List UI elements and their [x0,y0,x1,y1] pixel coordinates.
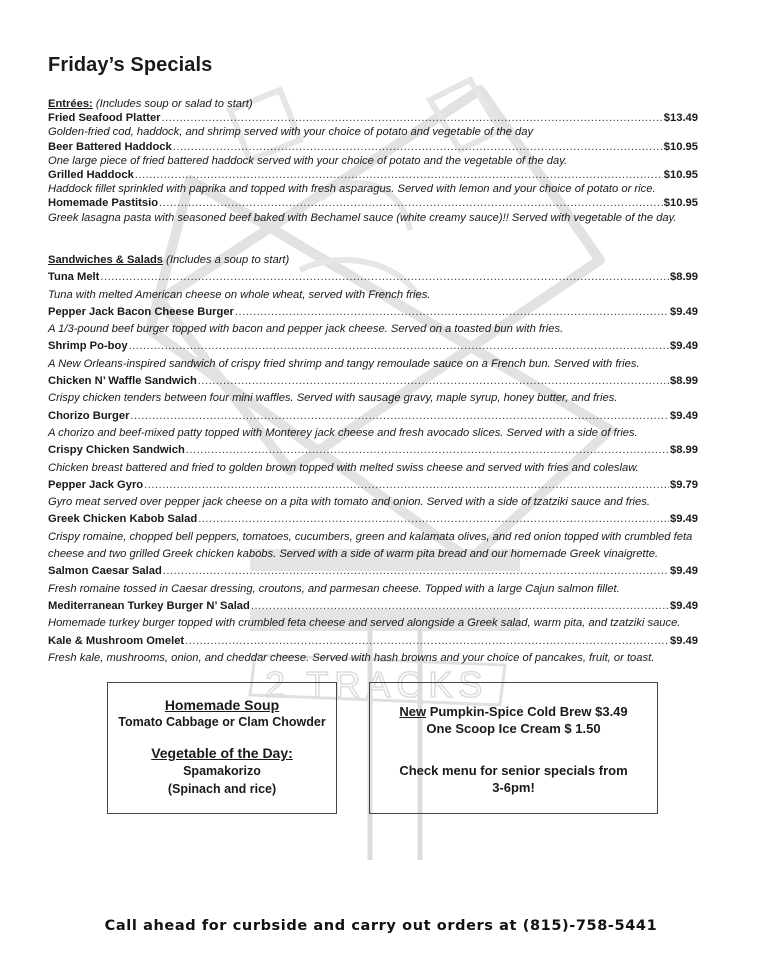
item-price: $9.49 [670,634,698,647]
drink-name-price: Pumpkin-Spice Cold Brew $3.49 [426,704,628,719]
item-description: Tuna with melted American cheese on whole wheat, served with French fries. [48,288,431,301]
item-description: Homemade turkey burger topped with crumbled feta cheese and served alongside a Greek salad, warm pita, and tzatziki sauce. [48,617,681,630]
menu-item [48,373,698,390]
leader-dots [135,168,663,182]
leader-dots [173,140,663,154]
item-description: Crispy romaine, chopped bell peppers, tomatoes, cucumbers, green and kalamata olives, and red onion topped with crumbled feta cheese and two grilled Greek chicken kabobs. Served with a side of warm pita bread and our homemade Greek vinaigrette. [48,530,693,561]
item-name: Chicken N’ Waffle Sandwich [48,375,197,388]
item-name: Beer Battered Haddock [48,140,172,153]
item-price: $9.49 [670,409,698,422]
leader-dots [162,111,663,125]
leader-dots [100,269,669,286]
leader-dots [235,304,669,321]
watermark-text: 2 TRACKS [265,664,489,705]
item-name: Homemade Pastitsio [48,197,159,210]
item-price: $8.99 [670,375,698,388]
soup-vegetable-box [107,682,337,814]
vegetable-title: Vegetable of the Day: [151,745,293,761]
leader-dots [130,408,669,425]
leader-dots [198,373,669,390]
menu-item [48,442,698,459]
item-name: Shrimp Po-boy [48,340,128,353]
item-name: Pepper Jack Gyro [48,478,144,491]
item-description: A 1/3-pound beef burger topped with bacon and pepper jack cheese. Served on a toasted bun with fries. [48,323,564,336]
item-description: Greek lasagna pasta with seasoned beef baked with Bechamel sauce (white creamy sauce)!! Served with vegetable of the day. [48,211,677,224]
sandwiches-note: (Includes a soup to start) [163,254,290,266]
menu-item [48,168,698,182]
entrees-header [48,97,698,111]
item-name: Greek Chicken Kabob Salad [48,513,198,526]
item-price: $13.49 [663,112,698,125]
menu-item [48,408,698,425]
entrees-note: (Includes soup or salad to start) [92,98,253,110]
item-price: $10.95 [663,197,698,210]
item-description: Fresh romaine tossed in Caesar dressing, croutons, and parmesan cheese. Topped with a large Cajun salmon fillet. [48,582,620,595]
menu-item [48,477,698,494]
senior-specials [370,762,657,796]
item-price: $9.79 [670,478,698,491]
item-name: Pepper Jack Bacon Cheese Burger [48,305,234,318]
item-name: Fried Seafood Platter [48,112,161,125]
item-description: Golden-fried cod, haddock, and shrimp served with your choice of potato and vegetable of the day [48,126,534,139]
menu-item [48,633,698,650]
leader-dots [159,196,663,210]
item-description: A New Orleans-inspired sandwich of crispy fried shrimp and tangy remoulade sauce on a French bun. Served with fries. [48,357,640,370]
leader-dots [163,563,669,580]
item-price: $9.49 [670,513,698,526]
item-name: Chorizo Burger [48,409,130,422]
item-name: Kale & Mushroom Omelet [48,634,185,647]
leader-dots [198,511,669,528]
drink-special [370,704,657,719]
item-price: $10.95 [663,140,698,153]
entrees-section [48,97,698,225]
item-description: Haddock fillet sprinkled with paprika and topped with fresh asparagus. Served with lemon and your choice of potato or rice. [48,183,656,196]
menu-item [48,304,698,321]
soup-title: Homemade Soup [164,697,280,713]
senior-specials-line-2: 3-6pm! [492,780,535,795]
footer-call-ahead: Call ahead for curbside and carry out orders at (815)-758-5441 [104,918,658,934]
sandwiches-section [48,252,698,667]
page-title: Friday’s Specials [48,54,213,76]
menu-item [48,140,698,154]
leader-dots [186,442,669,459]
menu-item [48,269,698,286]
sandwiches-header [48,252,698,269]
item-price: $8.99 [670,271,698,284]
leader-dots [144,477,669,494]
menu-item [48,111,698,125]
item-price: $9.49 [670,340,698,353]
item-price: $8.99 [670,444,698,457]
ice-cream-special: One Scoop Ice Cream $ 1.50 [426,721,601,736]
menu-item [48,511,698,528]
menu-item [48,338,698,355]
leader-dots [251,598,669,615]
promo-box [369,682,658,814]
item-name: Crispy Chicken Sandwich [48,444,185,457]
menu-item [48,563,698,580]
senior-specials-line-1: Check menu for senior specials from [399,763,628,778]
item-price: $9.49 [670,565,698,578]
item-name: Grilled Haddock [48,169,134,182]
item-description: One large piece of fried battered haddock served with your choice of potato and the vegetable of the day. [48,154,568,167]
item-description: Fresh kale, mushrooms, onion, and cheddar cheese. Served with hash browns and your choice of pancakes, fruit, or toast. [48,651,655,664]
soup-options: Tomato Cabbage or Clam Chowder [118,715,326,729]
item-name: Mediterranean Turkey Burger N’ Salad [48,599,250,612]
item-description: Gyro meat served over pepper jack cheese on a pita with tomato and onion. Served with a side of tzatziki sauce and fries. [48,496,650,509]
item-description: Crispy chicken tenders between four mini waffles. Served with sausage gravy, maple syrup, honey butter, and fries. [48,392,618,405]
new-label: New [399,704,427,719]
item-price: $9.49 [670,305,698,318]
entrees-label: Entrées: [48,98,93,110]
sandwiches-label: Sandwiches & Salads [48,254,164,266]
vegetable-description: (Spinach and rice) [167,782,277,796]
item-name: Salmon Caesar Salad [48,565,162,578]
leader-dots [129,338,669,355]
item-price: $9.49 [670,599,698,612]
item-name: Tuna Melt [48,271,100,284]
item-price: $10.95 [663,169,698,182]
item-description: Chicken breast battered and fried to golden brown topped with melted swiss cheese and served with fries and coleslaw. [48,461,639,474]
vegetable-name: Spamakorizo [183,764,261,778]
item-description: A chorizo and beef-mixed patty topped with Monterey jack cheese and fresh avocado slices. Served with a side of fries. [48,426,638,439]
leader-dots [185,633,669,650]
menu-item [48,196,698,210]
menu-item [48,598,698,615]
